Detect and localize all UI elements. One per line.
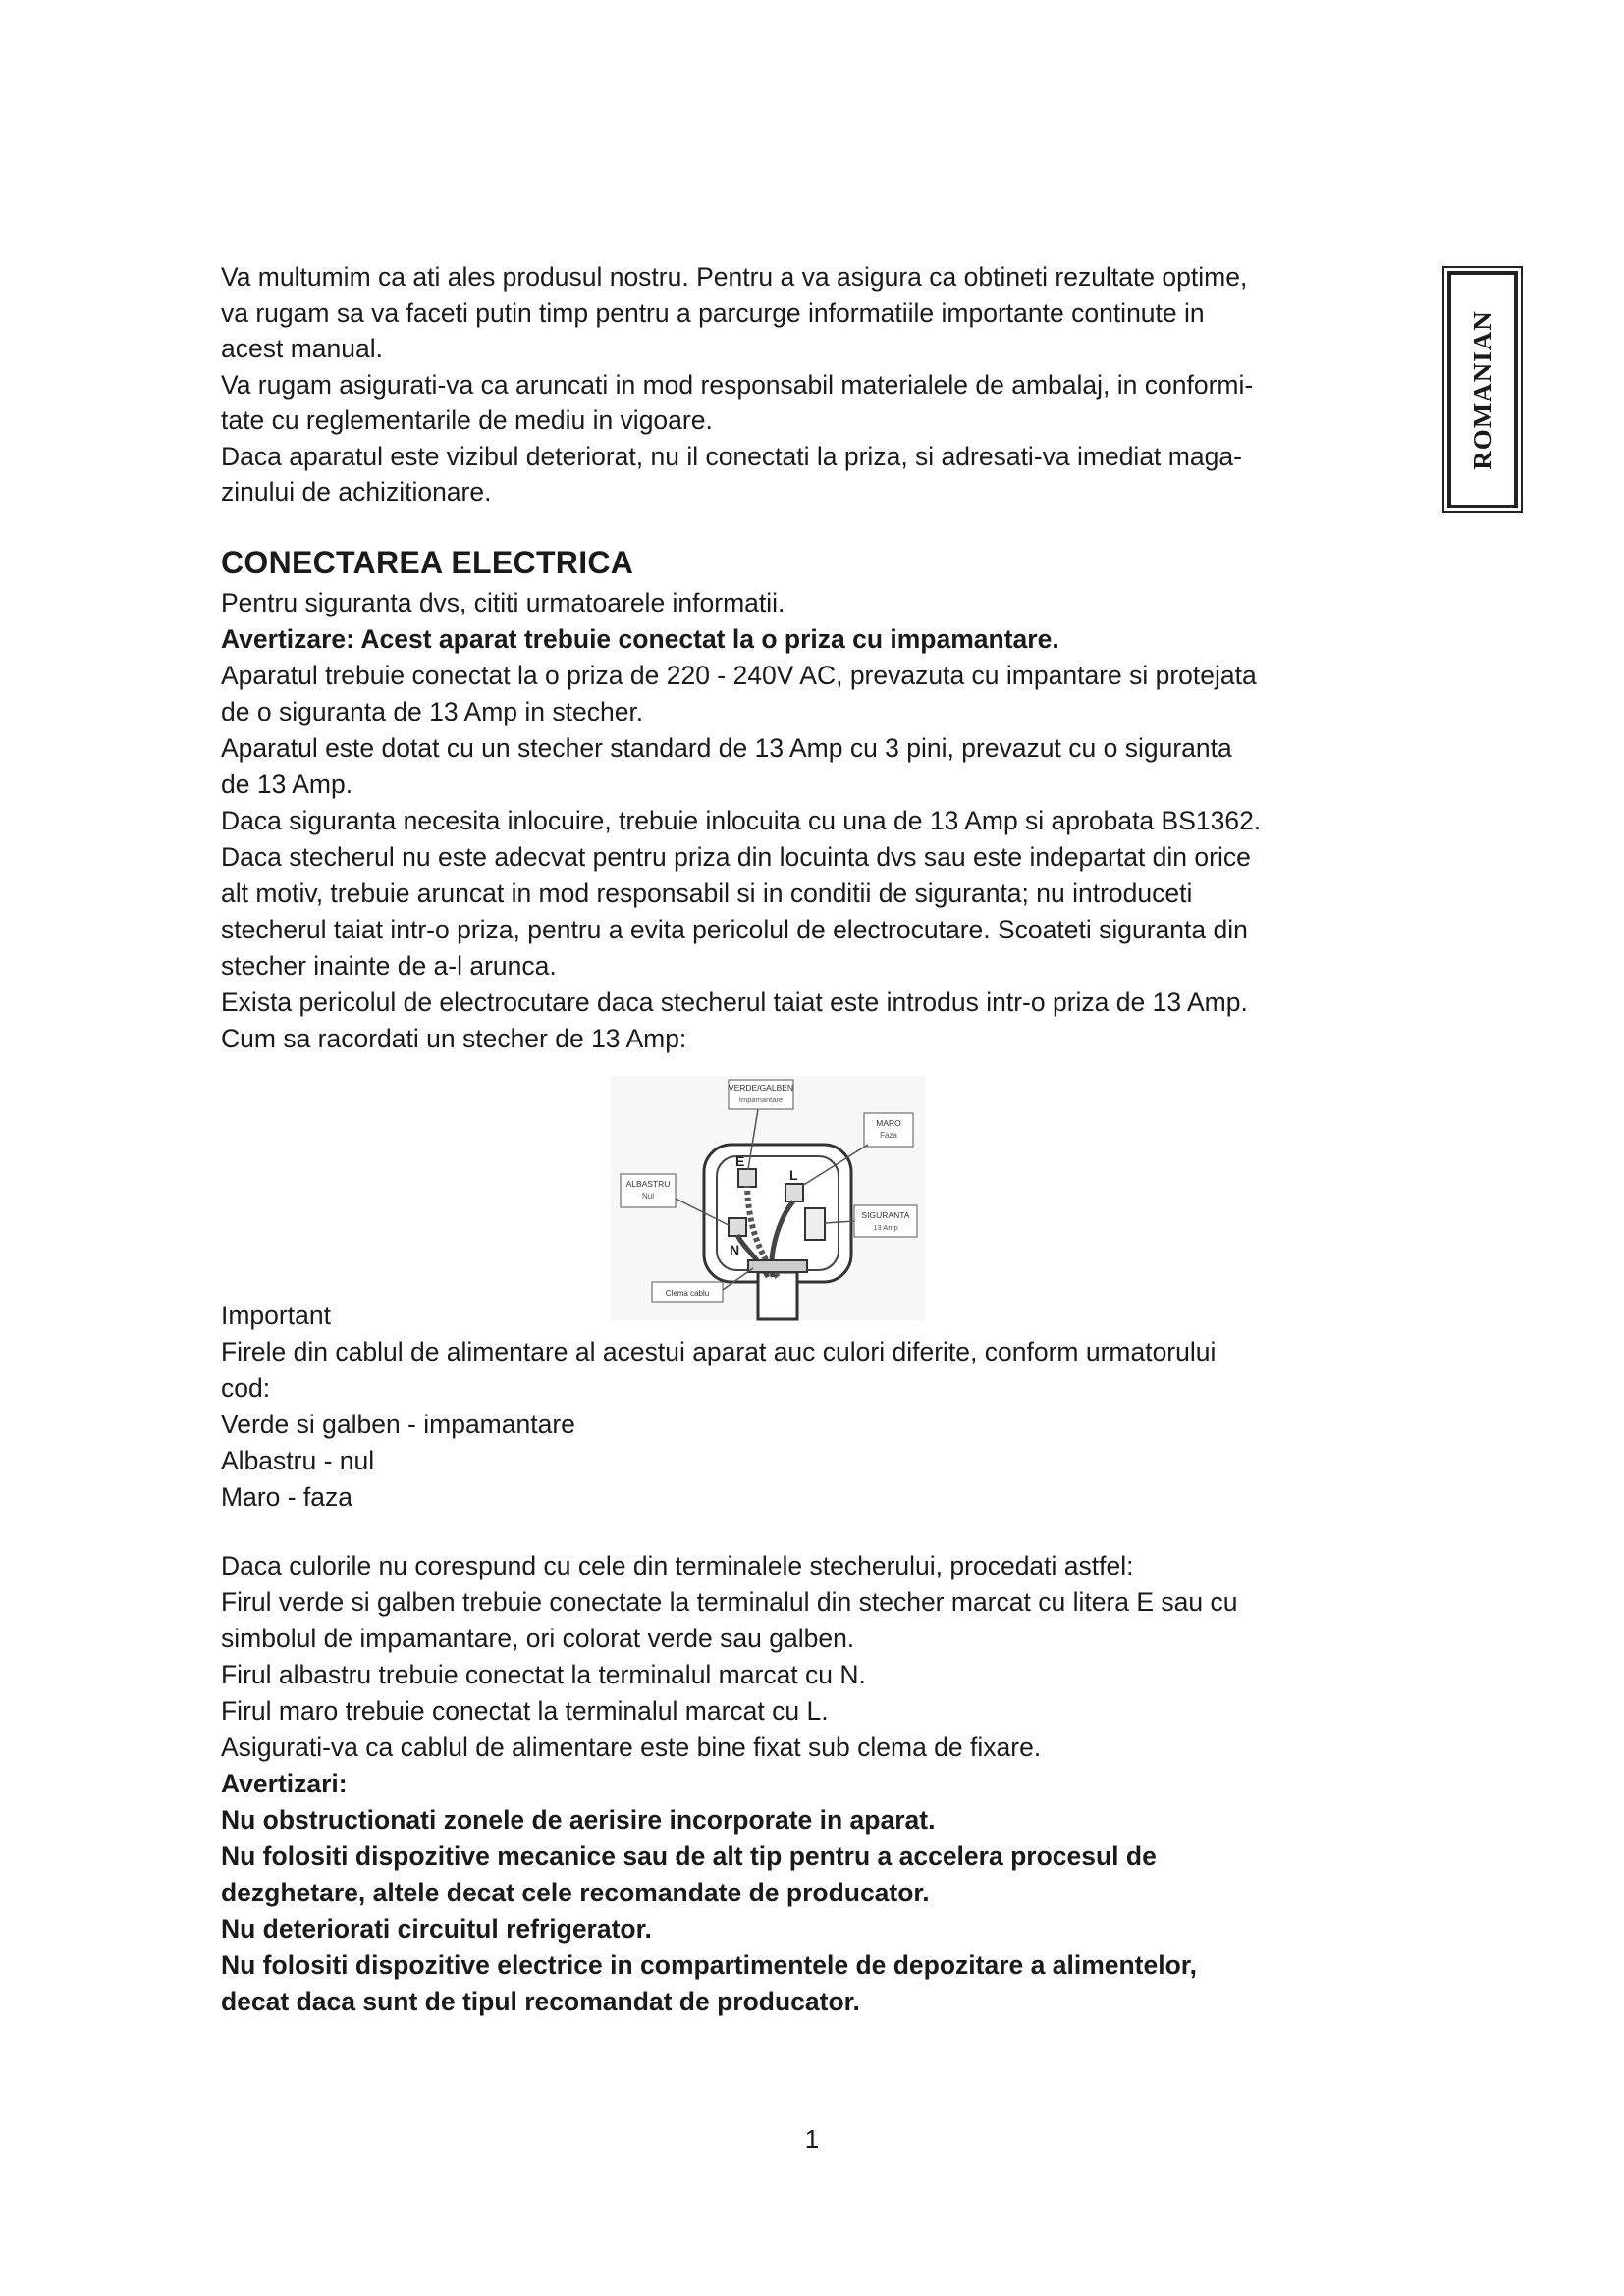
paragraph-line: Daca culorile nu corespund cu cele din terminalele stecherului, procedati astfel: — [221, 1551, 1134, 1580]
fuse-label-line2: 13 Amp — [873, 1223, 898, 1232]
terminal-letter-n: N — [730, 1242, 740, 1257]
paragraph-line: Albastru - nul — [221, 1446, 375, 1475]
earth-terminal — [738, 1169, 756, 1187]
live-label-line2: Faza — [880, 1131, 897, 1140]
intro-line: Va rugam asigurati-va ca aruncati in mod responsabil materialele de ambalaj, in conformi- — [221, 369, 1254, 400]
paragraph-line: alt motiv, trebuie aruncat in mod responsabil si in conditii de siguranta; nu introduceti — [221, 879, 1193, 908]
paragraph-line: Asigurati-va ca cablul de alimentare este bine fixat sub clema de fixare. — [221, 1733, 1042, 1762]
warning-line: Nu folositi dispozitive mecanice sau de alt tip pentru a accelera procesul de — [221, 1842, 1157, 1871]
cable-clamp — [748, 1260, 807, 1272]
intro-line: Va multumim ca ati ales produsul nostru. Pentru a va asigura ca obtineti rezultate optime, — [221, 262, 1248, 292]
fuse — [805, 1208, 825, 1240]
neutral-label-line2: Nul — [641, 1192, 655, 1201]
live-label-line1: MARO — [876, 1118, 901, 1128]
paragraph-line: Aparatul trebuie conectat la o priza de 220 - 240V AC, prevazuta cu impantare si protejata — [221, 661, 1257, 690]
neutral-terminal — [729, 1218, 746, 1236]
wire-colour-section — [221, 1298, 1438, 1516]
live-terminal — [785, 1184, 803, 1201]
terminal-letter-e: E — [735, 1153, 745, 1169]
paragraph-line: de o siguranta de 13 Amp in stecher. — [221, 697, 644, 726]
warning-line: Nu obstructionati zonele de aerisire incorporate in aparat. — [221, 1805, 936, 1835]
page-number: 1 — [804, 2124, 820, 2154]
electrical-connection-section — [221, 585, 1438, 1057]
intro-line: acest manual. — [221, 334, 383, 363]
language-tab-label: ROMANIAN — [1467, 309, 1497, 470]
paragraph-line: cod: — [221, 1373, 271, 1403]
section-heading: CONECTAREA ELECTRICA — [221, 545, 634, 580]
paragraph-line: Cum sa racordati un stecher de 13 Amp: — [221, 1024, 687, 1053]
warnings-title: Avertizari: — [221, 1769, 348, 1798]
paragraph-line: Firul albastru trebuie conectat la terminalul marcat cu N. — [221, 1660, 866, 1689]
warning-line: decat daca sunt de tipul recomandat de producator. — [221, 1987, 860, 2016]
paragraph-line: Firul maro trebuie conectat la terminalul marcat cu L. — [221, 1696, 829, 1726]
clamp-label: Clema cablu — [665, 1289, 710, 1298]
plug-wiring-diagram — [611, 1076, 925, 1321]
intro-line: tate cu reglementarile de mediu in vigoare. — [221, 405, 713, 435]
intro-line: zinului de achizitionare. — [221, 477, 492, 507]
paragraph-line: simbolul de impamantare, ori colorat verde sau galben. — [221, 1624, 855, 1653]
intro-line: Daca aparatul este vizibul deteriorat, nu il conectati la priza, si adresati-va imediat maga- — [221, 441, 1242, 471]
paragraph-line: stecher inainte de a-l arunca. — [221, 951, 557, 981]
language-tab — [1447, 271, 1518, 508]
paragraph-line: Firele din cablul de alimentare al acestui aparat auc culori diferite, conform urmatorului — [221, 1337, 1217, 1366]
earth-label-line2: Impamantare — [738, 1095, 784, 1104]
fuse-label-line1: SIGURANTA — [861, 1210, 910, 1220]
wiring-instructions-section — [221, 1548, 1438, 1766]
paragraph-line: Verde si galben - impamantare — [221, 1410, 575, 1439]
earth-label-line1: VERDE/GALBEN — [728, 1083, 794, 1093]
paragraph-line: Exista pericolul de electrocutare daca stecherul taiat este introdus intr-o priza de 13 Amp. — [221, 988, 1248, 1017]
neutral-label-line1: ALBASTRU — [625, 1179, 671, 1189]
warning-line: dezghetare, altele decat cele recomandate de producator. — [221, 1878, 930, 1907]
warning-line: Avertizare: Acest aparat trebuie conectat la o priza cu impamantare. — [221, 624, 1059, 654]
paragraph-line: stecherul taiat intr-o priza, pentru a evita pericolul de electrocutare. Scoateti siguranta din — [221, 915, 1248, 944]
paragraph-line: de 13 Amp. — [221, 770, 353, 799]
paragraph-line: Aparatul este dotat cu un stecher standard de 13 Amp cu 3 pini, prevazut cu o siguranta — [221, 733, 1232, 763]
paragraph-line: Daca siguranta necesita inlocuire, trebuie inlocuita cu una de 13 Amp si aprobata BS1362. — [221, 806, 1262, 835]
intro-section — [221, 259, 1438, 510]
paragraph-line: Maro - faza — [221, 1482, 353, 1512]
warning-line: Nu folositi dispozitive electrice in compartimentele de depozitare a alimentelor, — [221, 1950, 1198, 1980]
paragraph-line: Firul verde si galben trebuie conectate la terminalul din stecher marcat cu litera E sau cu — [221, 1587, 1238, 1617]
paragraph-line: Important — [221, 1301, 331, 1330]
warnings-section — [221, 1766, 1438, 2020]
intro-line: va rugam sa va faceti putin timp pentru a parcurge informatiile importante continute in — [221, 297, 1205, 328]
terminal-letter-l: L — [789, 1167, 798, 1183]
paragraph-line: Pentru siguranta dvs, cititi urmatoarele informatii. — [221, 588, 785, 617]
paragraph-line: Daca stecherul nu este adecvat pentru priza din locuinta dvs sau este indepartat din orice — [221, 842, 1251, 872]
warning-line: Nu deteriorati circuitul refrigerator. — [221, 1914, 652, 1944]
